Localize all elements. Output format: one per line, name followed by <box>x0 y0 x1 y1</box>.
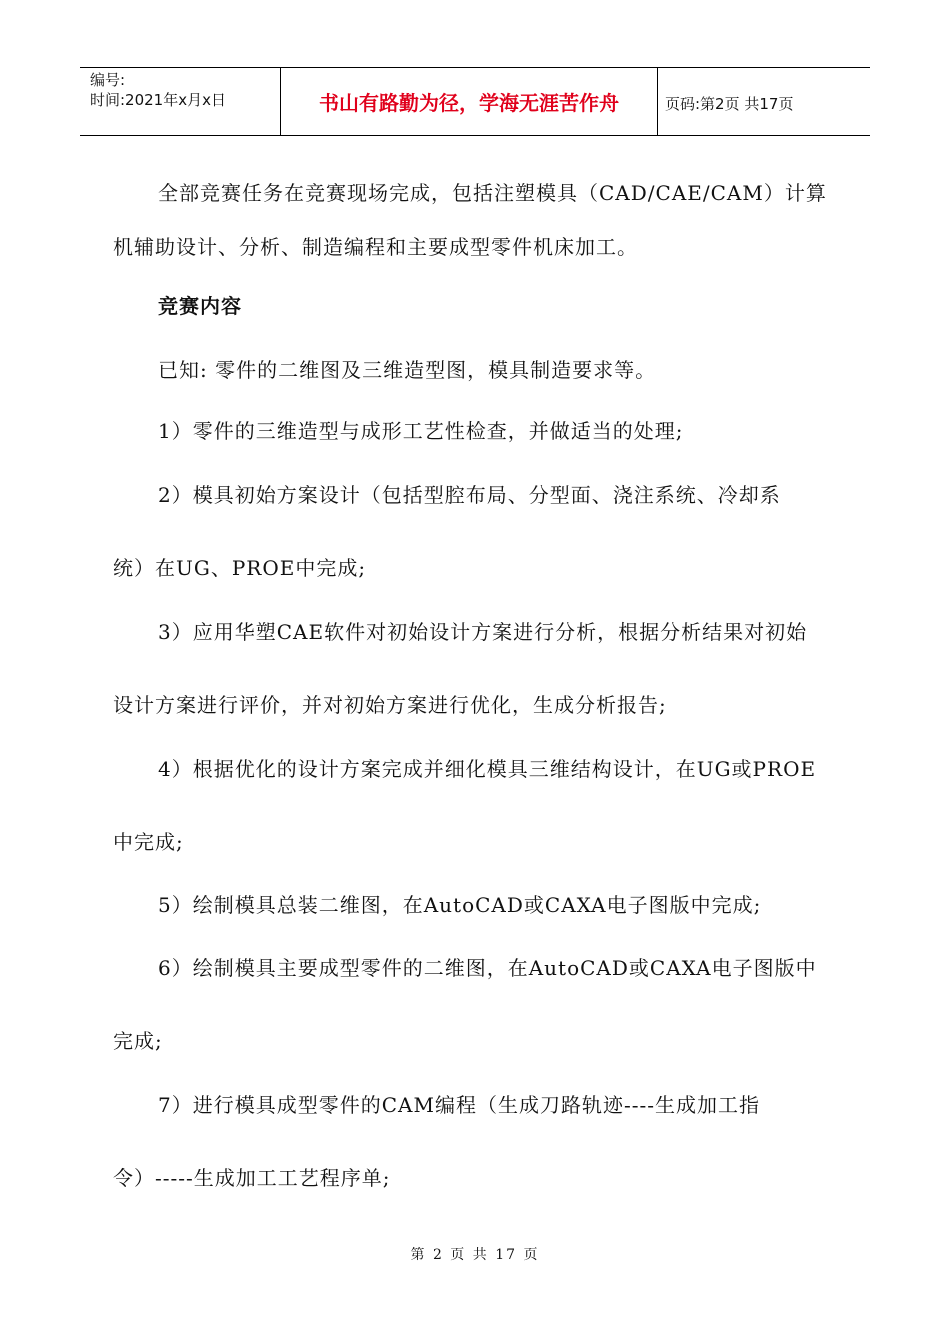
document-date: 时间:2021年x月x日 <box>90 91 226 109</box>
list-item-5: 5）绘制模具总装二维图，在AutoCAD或CAXA电子图版中完成; <box>158 893 762 917</box>
list-item-1: 1）零件的三维造型与成形工艺性检查，并做适当的处理; <box>158 419 684 443</box>
list-item-6-line-2: 完成; <box>113 1029 163 1053</box>
list-item-3-line-1: 3）应用华塑CAE软件对初始设计方案进行分析，根据分析结果对初始 <box>158 620 808 644</box>
document-number: 编号: <box>90 71 126 89</box>
page-footer: 第 2 页 共 17 页 <box>410 1247 540 1263</box>
intro-line-1: 全部竞赛任务在竞赛现场完成，包括注塑模具（CAD/CAE/CAM）计算 <box>158 181 827 205</box>
list-item-7-line-1: 7）进行模具成型零件的CAM编程（生成刀路轨迹----生成加工指 <box>158 1093 760 1117</box>
known-conditions: 已知: 零件的二维图及三维造型图，模具制造要求等。 <box>158 358 657 382</box>
header-page-info: 页码:第2页 共17页 <box>665 95 794 113</box>
list-item-4-line-1: 4）根据优化的设计方案完成并细化模具三维结构设计，在UG或PROE <box>158 757 817 781</box>
list-item-4-line-2: 中完成; <box>113 830 184 854</box>
header-meta <box>90 70 280 110</box>
intro-line-2: 机辅助设计、分析、制造编程和主要成型零件机床加工。 <box>113 235 638 259</box>
section-heading: 竞赛内容 <box>158 294 242 318</box>
list-item-7-line-2: 令）-----生成加工工艺程序单; <box>113 1166 391 1190</box>
header-motto: 书山有路勤为径，学海无涯苦作舟 <box>319 91 619 115</box>
list-item-3-line-2: 设计方案进行评价，并对初始方案进行优化，生成分析报告; <box>113 693 667 717</box>
list-item-2-line-1: 2）模具初始方案设计（包括型腔布局、分型面、浇注系统、冷却系 <box>158 483 781 507</box>
header-divider-right <box>657 67 658 136</box>
list-item-2-line-2: 统）在UG、PROE中完成; <box>113 556 367 580</box>
list-item-6-line-1: 6）绘制模具主要成型零件的二维图，在AutoCAD或CAXA电子图版中 <box>158 956 817 980</box>
